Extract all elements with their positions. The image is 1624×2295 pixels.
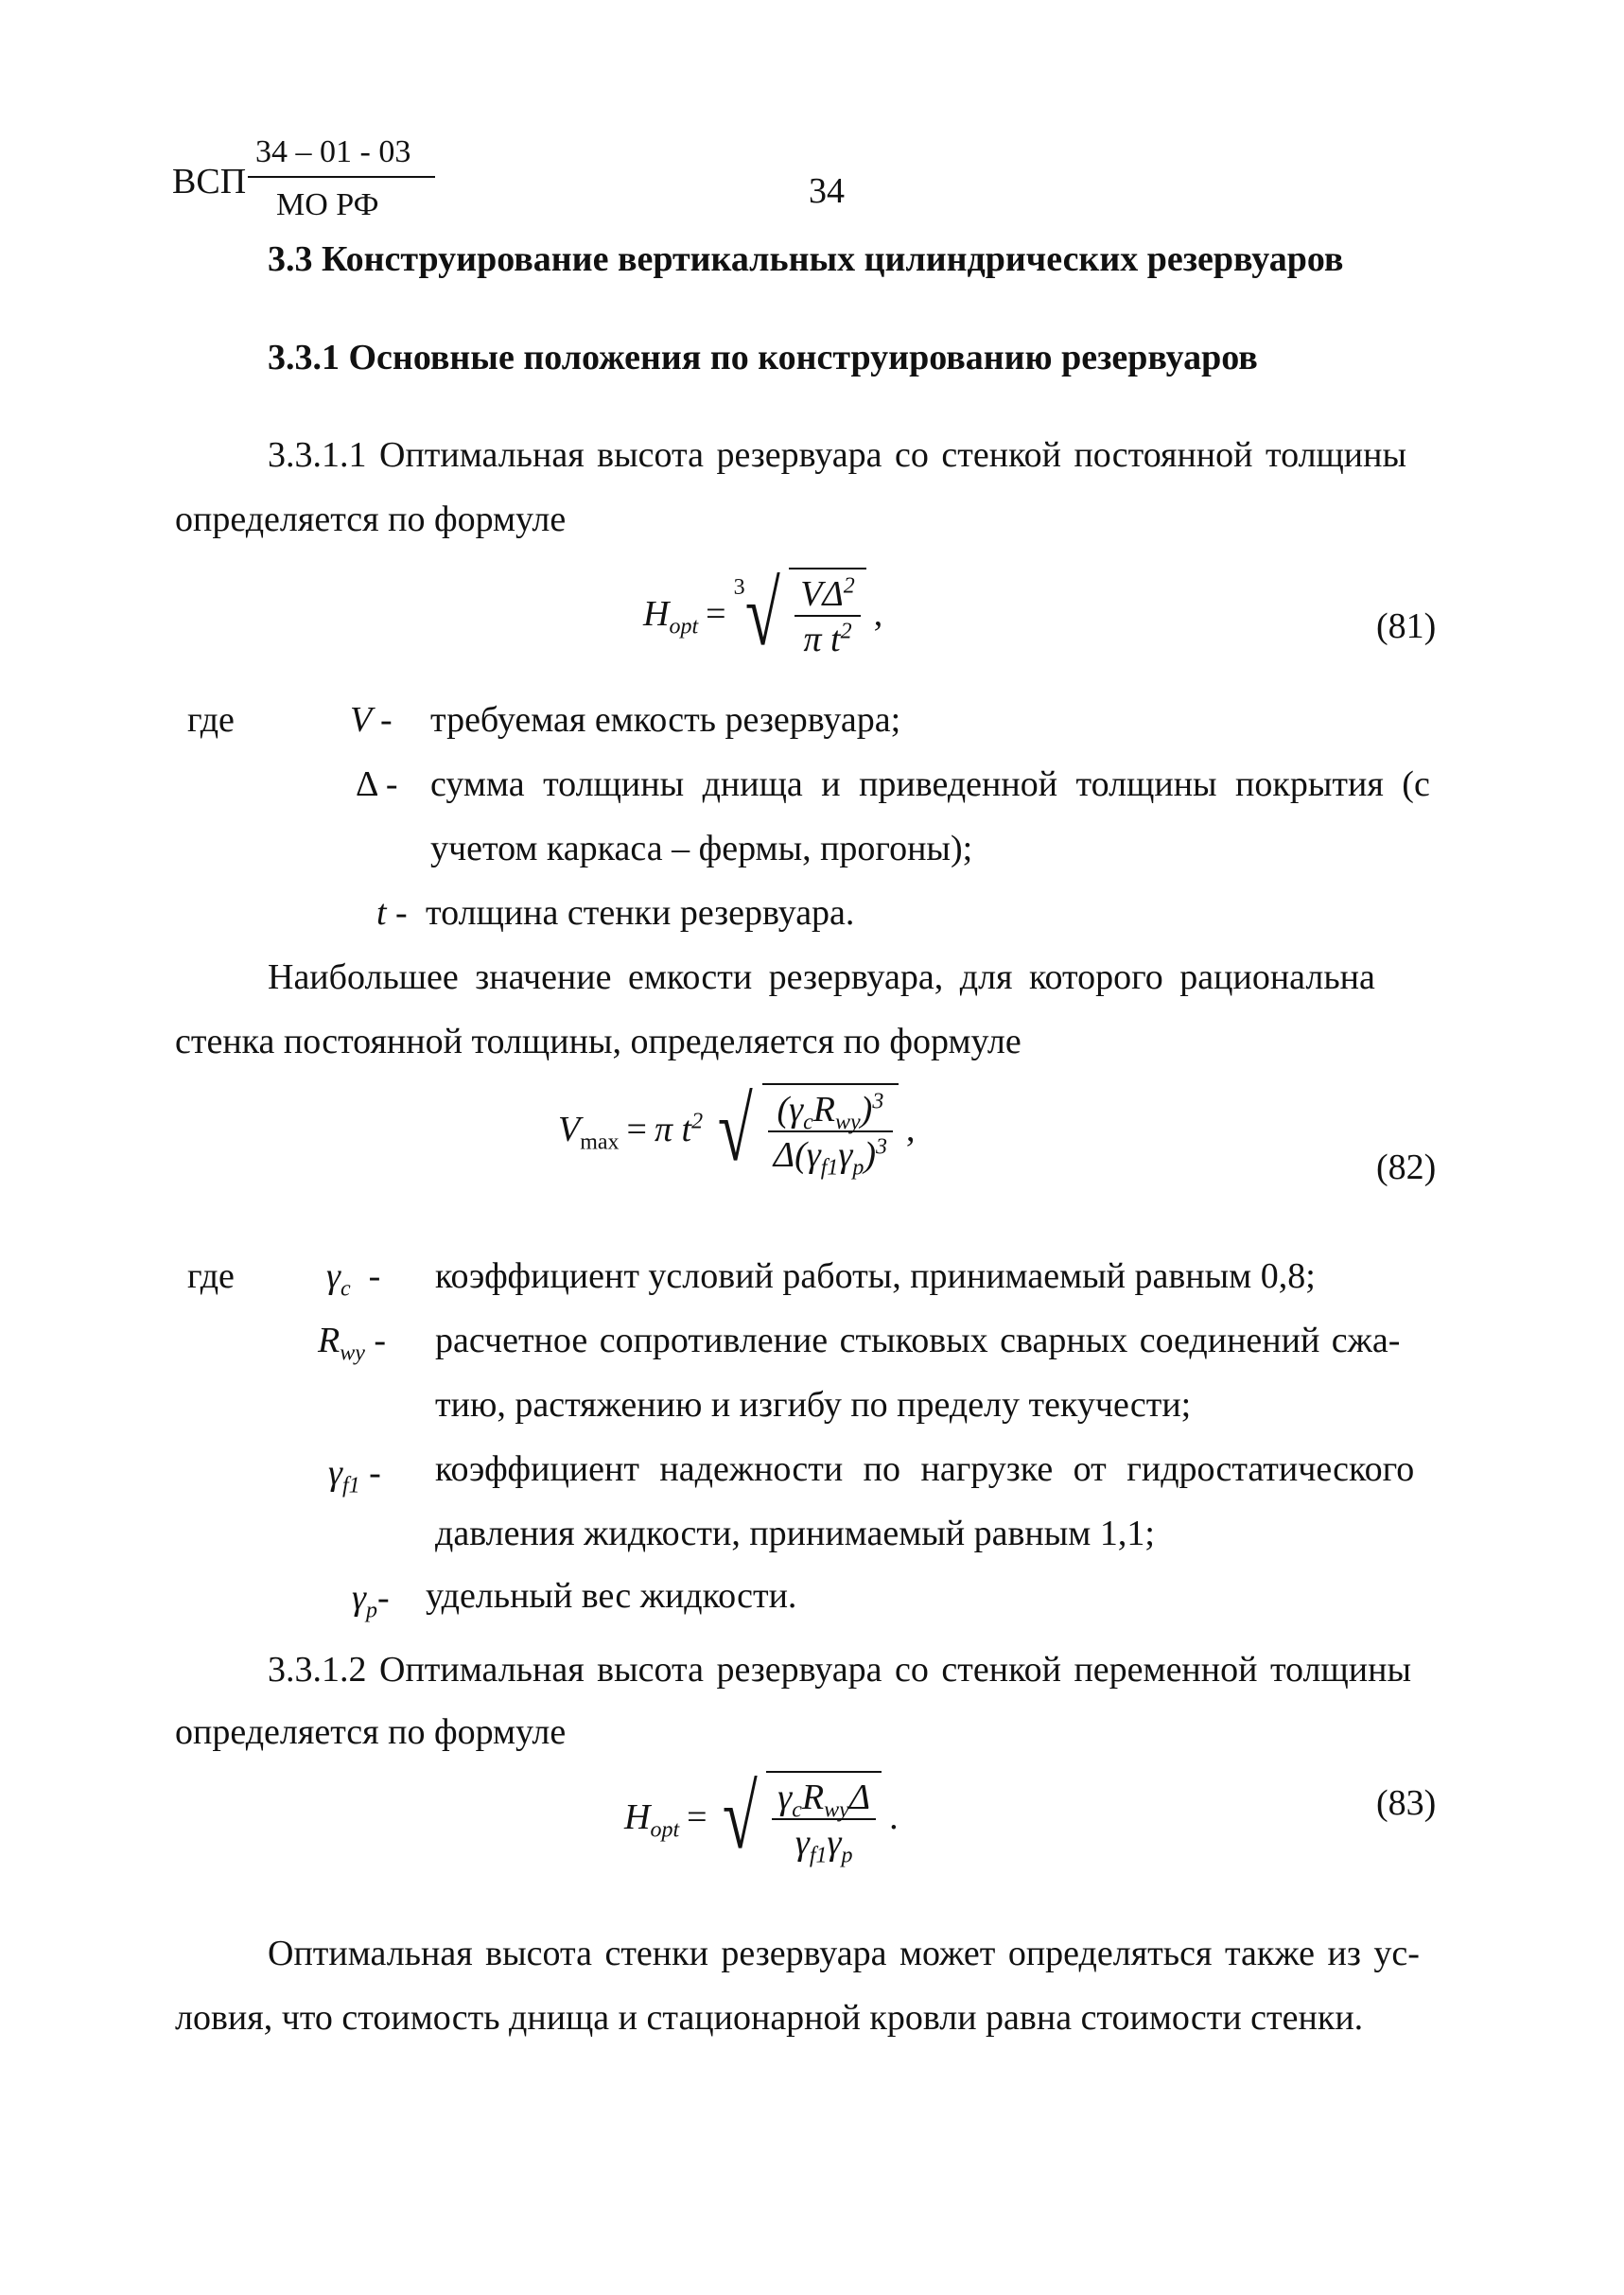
def-gamma-f1-symbol: $\gamma_{f1}$ - [328,1453,381,1498]
def-rwy-text-line2: тию, растяжению и изгибу по пределу текучести; [435,1385,1192,1425]
def-gamma-c-text: коэффициент условий работы, принимаемый равным 0,8; [435,1256,1316,1296]
def-rwy-symbol: $R_{wy}$ - [318,1321,387,1366]
equation-number-82: (82) [1376,1148,1437,1187]
formula-83: $H_{opt}$ = √ $\frac{\gamma_cR_{wy}\Delta}{\gamma_{f1}\gamma_p}$ . [624,1766,899,1868]
def-gamma-f1-text-line2: давления жидкости, принимаемый равным 1,1; [435,1514,1155,1553]
paragraph-4-line1: Оптимальная высота стенки резервуара может определяться также из ус- [268,1934,1420,1973]
def-gamma-p-text: удельный вес жидкости. [426,1576,797,1616]
document-code-numerator: 34 – 01 - 03 [255,134,411,169]
def-gamma-f1-text-line1: коэффициент надежности по нагрузке от гидростатического [435,1449,1415,1489]
def-t-symbol: t - [376,893,408,933]
paragraph-3-3-1-1-line1: 3.3.1.1 Оптимальная высота резервуара со стенкой постоянной толщины [268,435,1406,475]
def-delta-symbol: Δ - [356,764,398,804]
equation-number-81: (81) [1376,606,1437,646]
document-code-prefix: ВСП [172,162,247,201]
subsection-heading: 3.3.1 Основные положения по конструированию резервуаров [268,338,1258,377]
formula-81: $H_{opt}$ = 3 √ $\frac{V\Delta^2}{\pi t^2}$ , [643,563,883,664]
def-delta-text-line2: учетом каркаса – фермы, прогоны); [430,829,973,868]
def-gamma-c-symbol: $\gamma_c$ - [326,1256,381,1302]
formula-82: $V_{max}$ = π $t^2$ √ $\frac{(\gamma_cR_{wy})^3}{\Delta(\gamma_{f1}\gamma_p)^3}$ , [558,1078,916,1181]
where-label-1: где [187,700,235,740]
equation-number-83: (83) [1376,1783,1437,1823]
def-gamma-p-symbol: $\gamma_p-$ [352,1578,390,1623]
paragraph-4-line2: ловия, что стоимость днища и стационарной кровли равна стоимости стенки. [175,1998,1364,2038]
paragraph-2-line2: стенка постоянной толщины, определяется по формуле [175,1022,1022,1061]
paragraph-2-line1: Наибольшее значение емкости резервуара, для которого рациональна [268,957,1375,997]
section-heading: 3.3 Конструирование вертикальных цилиндрических резервуаров [268,239,1344,279]
paragraph-3-3-1-2-line2: определяется по формуле [175,1712,567,1752]
where-label-2: где [187,1256,235,1296]
paragraph-3-3-1-2-line1: 3.3.1.2 Оптимальная высота резервуара со стенкой переменной толщины [268,1650,1411,1690]
def-v-symbol: V - [350,700,393,740]
def-v-text: требуемая емкость резервуара; [430,700,901,740]
document-code-fraction-bar [248,176,435,178]
paragraph-3-3-1-1-line2: определяется по формуле [175,499,567,539]
def-rwy-text-line1: расчетное сопротивление стыковых сварных соединений сжа- [435,1321,1401,1360]
def-delta-text-line1: сумма толщины днища и приведенной толщины покрытия (с [430,764,1430,804]
def-t-text: толщина стенки резервуара. [426,893,855,933]
page-number: 34 [809,171,845,211]
document-code-denominator: МО РФ [276,187,379,222]
